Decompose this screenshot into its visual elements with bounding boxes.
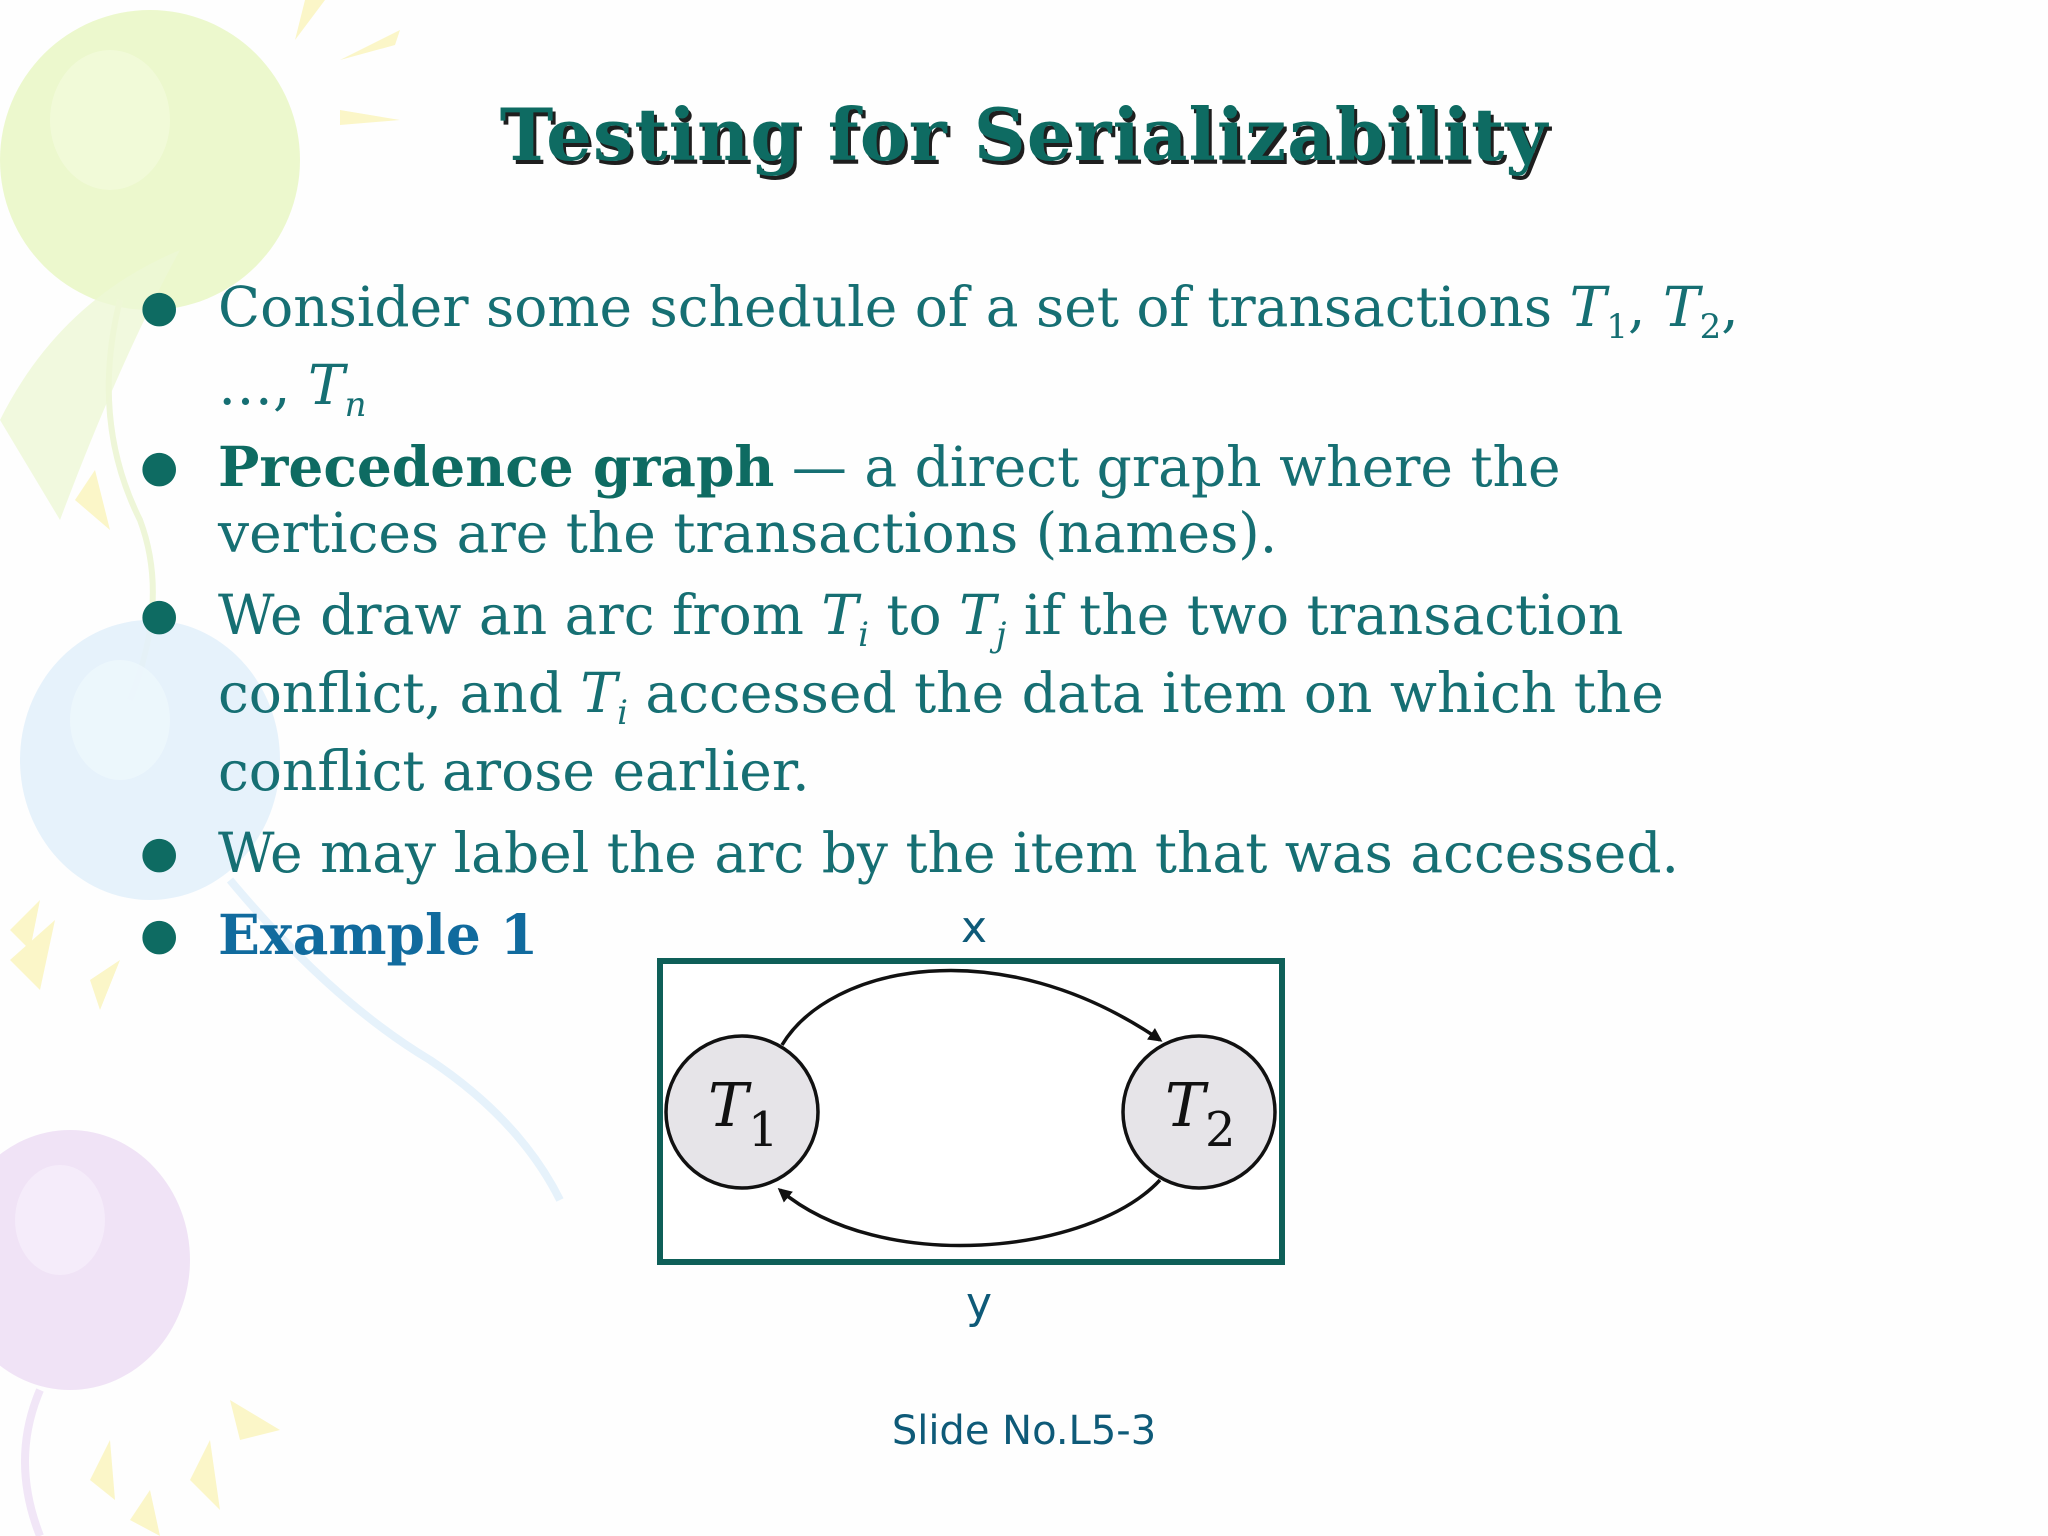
subscript: n bbox=[344, 385, 367, 425]
bullet-text-line2: vertices are the transactions (names). bbox=[218, 501, 1278, 565]
node-t1-label: T bbox=[708, 1071, 749, 1141]
node-t2-label: T bbox=[1165, 1071, 1206, 1141]
bullet-dot-icon: ● bbox=[140, 589, 179, 640]
transaction-symbol: T bbox=[1662, 275, 1700, 339]
node-t1-sub: 1 bbox=[748, 1102, 779, 1158]
transaction-symbol: T bbox=[959, 583, 996, 647]
slide-title: Testing for Serializability bbox=[499, 92, 1549, 177]
separator: , bbox=[1627, 275, 1663, 339]
bullet-text: accessed the data item on which the bbox=[627, 661, 1664, 725]
transaction-symbol: T bbox=[821, 583, 859, 647]
subscript: j bbox=[995, 615, 1007, 655]
bullet-text: conflict, and bbox=[218, 661, 581, 725]
transaction-symbol: T bbox=[307, 353, 345, 417]
arc-label-x: x bbox=[960, 902, 988, 953]
bullet-dot-icon: ● bbox=[140, 441, 179, 492]
bullet-text: — a direct graph where the bbox=[774, 435, 1561, 499]
separator: , bbox=[1721, 275, 1739, 339]
subscript: 2 bbox=[1699, 307, 1722, 347]
node-t2-sub: 2 bbox=[1205, 1102, 1236, 1158]
bullet-text: We may label the arc by the item that was accessed. bbox=[218, 821, 1680, 885]
bullet-dot-icon: ● bbox=[140, 909, 179, 960]
bullet-text: to bbox=[868, 583, 960, 647]
transaction-symbol: T bbox=[580, 661, 618, 725]
term-precedence-graph: Precedence graph bbox=[218, 434, 775, 499]
example-label: Example 1 bbox=[218, 902, 539, 967]
arc-label-y: y bbox=[965, 1278, 993, 1329]
subscript: i bbox=[858, 615, 869, 655]
subscript: 1 bbox=[1606, 307, 1628, 347]
bullet-text: Consider some schedule of a set of transactions bbox=[218, 275, 1570, 339]
bullet-text: if the two transaction bbox=[1006, 583, 1624, 647]
bullet-text: conflict arose earlier. bbox=[218, 739, 810, 803]
slide-number: Slide No.L5-3 bbox=[891, 1408, 1157, 1454]
subscript: i bbox=[617, 693, 628, 733]
transaction-symbol: T bbox=[1569, 275, 1607, 339]
bullet-dot-icon: ● bbox=[140, 827, 179, 878]
bullet-dot-icon: ● bbox=[140, 281, 179, 332]
bullet-text: We draw an arc from bbox=[218, 583, 822, 647]
ellipsis: …, bbox=[218, 353, 308, 417]
